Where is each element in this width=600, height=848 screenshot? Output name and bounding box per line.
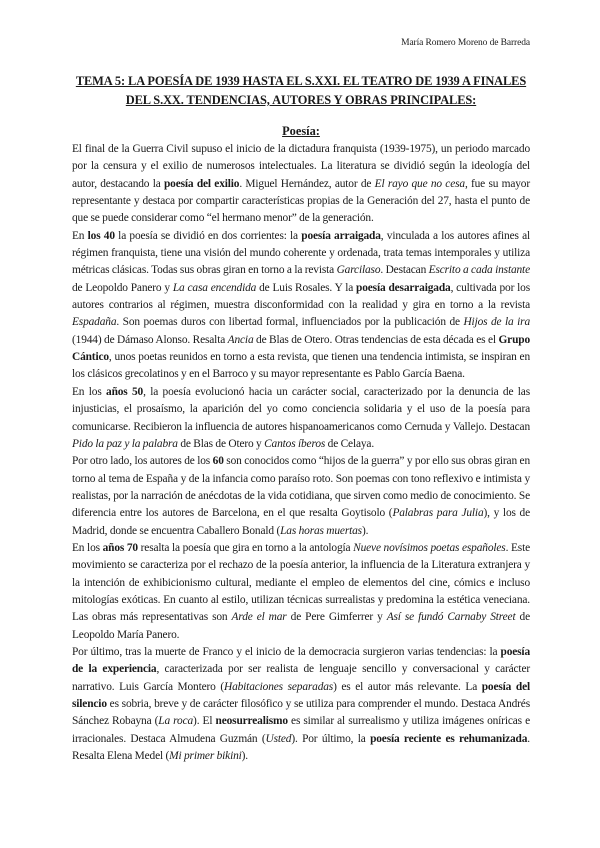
text-run: , cultivada por los autores contrarios al régimen, muestra disconformidad con la realidad y gira en torno a la revista [72, 281, 530, 312]
text-run: (1944) de Dámaso Alonso. Resalta [72, 333, 228, 346]
text-run: En [72, 229, 88, 242]
text-run: . Destacan [380, 264, 429, 277]
text-run: En los [72, 385, 107, 398]
document-body [72, 141, 530, 765]
text-run: de Leopoldo Panero y [72, 281, 173, 294]
text-run: . Este movimiento se caracteriza por el rechazo de la poesía anterior, la influencia de la Literatura extranjera y la intención de exhibicionismo cultural, mediante el empleo de elementos del cine, cómics e incluso mitologías exóticas. En cuanto al estilo, utilizan técnicas surrealistas y predomina la estética veneciana. Las obras más representativas son [72, 541, 530, 624]
italic-text: Pido la paz y la palabra [72, 437, 178, 450]
text-run: de Leopoldo María Panero. [72, 611, 530, 641]
text-run: de Blas de Otero. Otras tendencias de esta década es el [253, 333, 499, 346]
paragraph [72, 228, 530, 384]
paragraph [72, 540, 530, 644]
text-run: de Blas de Otero y [177, 437, 265, 450]
text-run: , la poesía evolucionó hacia un carácter social, caracterizado por la denuncia de las injusticias, el prosaísmo, la aparición del yo como conciencia solidaria y el uso de la poesía para comunicarse. Recibieron la influencia de autores hispanoamericanos como Cernuda y Vallejo. Destacan [72, 385, 530, 433]
text-run: son conocidos como “hijos de la guerra” y por ello sus obras giran en torno al tema de España y de la infancia como paraíso roto. Son poemas con tono reflexivo e intimista y realistas, por la narración de anécdotas de la vida cotidiana, que sirven como medio de conocimiento. Se diferencia entre los autores de Barcelona, en el que resalta Goytisolo ( [72, 455, 531, 520]
bold-text: neosurrealismo [215, 715, 288, 728]
page-title: TEMA 5: LA POESÍA DE 1939 HASTA EL S.XXI. EL TEATRO DE 1939 A FINALES DEL S.XX. TENDENCIAS, AUTORES Y OBRAS PRINCIPALES: [75, 74, 527, 107]
text-run: de Pere Gimferrer y [286, 611, 387, 624]
italic-text: Hijos de la ira [463, 316, 531, 329]
text-run: de Celaya. [325, 437, 375, 450]
paragraph [72, 384, 530, 453]
text-run: la poesía se dividió en dos corrientes: la [114, 229, 302, 242]
italic-text: La casa encendida [172, 281, 257, 294]
bold-text: poesía de la experiencia [72, 645, 530, 676]
italic-text: Arde el mar [231, 611, 287, 624]
section-heading: Poesía: [282, 124, 320, 138]
author-header: María Romero Moreno de Barreda [401, 38, 530, 48]
italic-text: El rayo que no cesa [374, 177, 465, 190]
text-run: ) es el autor más relevante. La [333, 680, 482, 693]
text-run: resalta la poesía que gira en torno a la antología [137, 541, 354, 554]
italic-text: Escrito a cada instante [428, 264, 530, 277]
text-run: , vinculada a los autores afines al régimen franquista, tiene una visión del mundo coherente y ordenada, trata temas intemporales y utiliza métricas clásicas. Todas sus obras giran en torno a la revista [72, 229, 530, 277]
italic-text: Espadaña [72, 316, 117, 329]
bold-text: poesía arraigada [301, 229, 381, 242]
text-run: El final de la Guerra Civil supuso el inicio de la dictadura franquista (1939-1975), un periodo marcado por la censura y el exilio de numerosos intelectuales. La literatura se dividió según la ideología del autor, destacando la [72, 143, 530, 190]
text-run: En los [72, 541, 103, 554]
italic-text: Ancia [227, 333, 254, 346]
italic-text: Usted [265, 732, 292, 745]
text-run: es sobria, breve y de carácter filosófico y se utiliza para comprender el mundo. Destaca Andrés Sánchez Robayna ( [72, 698, 530, 728]
italic-text: Garcilaso [336, 264, 381, 277]
bold-text: poesía desarraigada [356, 281, 451, 294]
text-run: , caracterizada por ser realista de lenguaje sencillo y conversacional y carácter narrativo. Luis García Montero ( [72, 663, 530, 693]
paragraph [72, 644, 530, 765]
bold-text: 60 [212, 455, 224, 468]
text-run: , fue su mayor representante y destaca por compartir características propias de la Generación del 27, hasta el punto de que se puede considerar como “el hermano menor” de la generación. [72, 177, 530, 225]
bold-text: los 40 [87, 229, 115, 242]
text-run: . Resalta Elena Medel ( [72, 732, 530, 763]
text-run: , unos poetas reunidos en torno a esta revista, que tienen una tendencia intimista, se inspiran en los clásicos grecolatinos y en el Barroco y su mayor representante es Pablo García Baena. [72, 351, 530, 381]
bold-text: poesía del exilio [164, 177, 240, 190]
bold-text: poesía reciente es rehumanizada [370, 732, 528, 745]
text-run: ). Por último, la [291, 732, 371, 745]
italic-text: Así se fundó Carnaby Street [386, 611, 516, 624]
bold-text: años 50 [106, 385, 144, 398]
text-run: Por último, tras la muerte de Franco y el inicio de la democracia surgieron varias tendencias: la [72, 645, 501, 658]
italic-text: Habitaciones separadas [224, 680, 334, 693]
text-run: ). El [193, 715, 216, 728]
text-run: ). [361, 524, 369, 537]
text-run: Por otro lado, los autores de los [72, 455, 213, 468]
italic-text: Las horas muertas [280, 524, 362, 537]
italic-text: La roca [158, 715, 194, 728]
text-run: ), y los de Madrid, donde se encuentra Caballero Bonald ( [72, 507, 530, 537]
text-run: es similar al surrealismo y utiliza imágenes oníricas e irracionales. Destaca Almudena Guzmán ( [72, 715, 530, 745]
text-run: ). [241, 750, 248, 763]
bold-text: años 70 [102, 541, 138, 554]
bold-text: Grupo Cántico [72, 333, 530, 364]
italic-text: Mi primer bikini [169, 750, 242, 763]
paragraph [72, 141, 530, 228]
text-run: . Son poemas duros con libertad formal, influenciados por la publicación de [116, 316, 464, 329]
italic-text: Palabras para Julia [392, 507, 484, 520]
italic-text: Cantos íberos [264, 437, 326, 450]
text-run: de Luis Rosales. Y la [256, 281, 357, 294]
bold-text: poesía del silencio [72, 680, 530, 710]
text-run: . Miguel Hernández, autor de [239, 177, 375, 190]
italic-text: Nueve novísimos poetas españoles [353, 541, 506, 554]
paragraph [72, 453, 530, 540]
